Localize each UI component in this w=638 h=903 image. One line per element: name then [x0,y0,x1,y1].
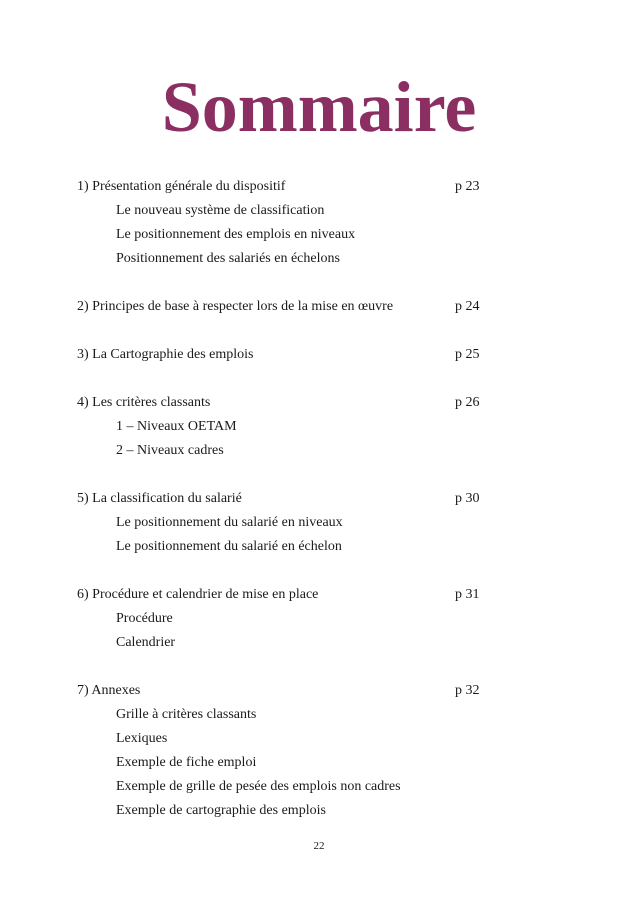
toc-heading-row [77,487,517,511]
toc-section-3 [77,343,517,367]
toc-heading: 5) La classification du salarié [77,491,242,506]
toc-section-1 [77,175,517,271]
toc-heading: 6) Procédure et calendrier de mise en place [77,587,319,602]
toc-section-6 [77,583,517,655]
toc-subitem: Exemple de fiche emploi [116,755,257,770]
toc-subitem: Le positionnement du salarié en échelon [116,539,342,554]
toc-heading-row [77,175,517,199]
page-number: 22 [313,840,325,852]
toc-page-ref: p 23 [455,179,480,194]
toc-subitem: Exemple de grille de pesée des emplois non cadres [116,779,401,794]
toc-page-ref: p 26 [455,395,480,410]
toc-page-ref: p 32 [455,683,480,698]
toc-section-4 [77,391,517,463]
toc-subitem: Exemple de cartographie des emplois [116,803,326,818]
toc-subitem: Calendrier [116,635,176,650]
toc-heading-row [77,391,517,415]
toc-heading-row [77,679,517,703]
toc-subitem: 1 – Niveaux OETAM [116,419,237,434]
toc-heading: 4) Les critères classants [77,395,211,410]
toc-heading-row [77,583,517,607]
toc-subitem: Le positionnement du salarié en niveaux [116,515,343,530]
toc-heading: 2) Principes de base à respecter lors de la mise en œuvre [77,299,394,314]
toc-subitem: Grille à critères classants [116,707,257,722]
toc-section-5 [77,487,517,559]
table-of-contents [77,175,517,847]
toc-heading: 1) Présentation générale du dispositif [77,179,286,194]
toc-page-ref: p 30 [455,491,480,506]
toc-heading-row [77,295,517,319]
toc-section-7 [77,679,517,823]
toc-subitem: Procédure [116,611,173,626]
toc-subitem: Le positionnement des emplois en niveaux [116,227,356,242]
toc-page-ref: p 31 [455,587,480,602]
toc-subitem: 2 – Niveaux cadres [116,443,224,458]
toc-page-ref: p 24 [455,299,480,314]
toc-subitem: Positionnement des salariés en échelons [116,251,340,266]
toc-subitem: Lexiques [116,731,168,746]
toc-heading: 3) La Cartographie des emplois [77,347,254,362]
toc-heading: 7) Annexes [77,683,141,698]
toc-heading-row [77,343,517,367]
toc-page-ref: p 25 [455,347,480,362]
page-title: Sommaire [161,67,477,147]
toc-section-2 [77,295,517,319]
toc-subitem: Le nouveau système de classification [116,203,325,218]
